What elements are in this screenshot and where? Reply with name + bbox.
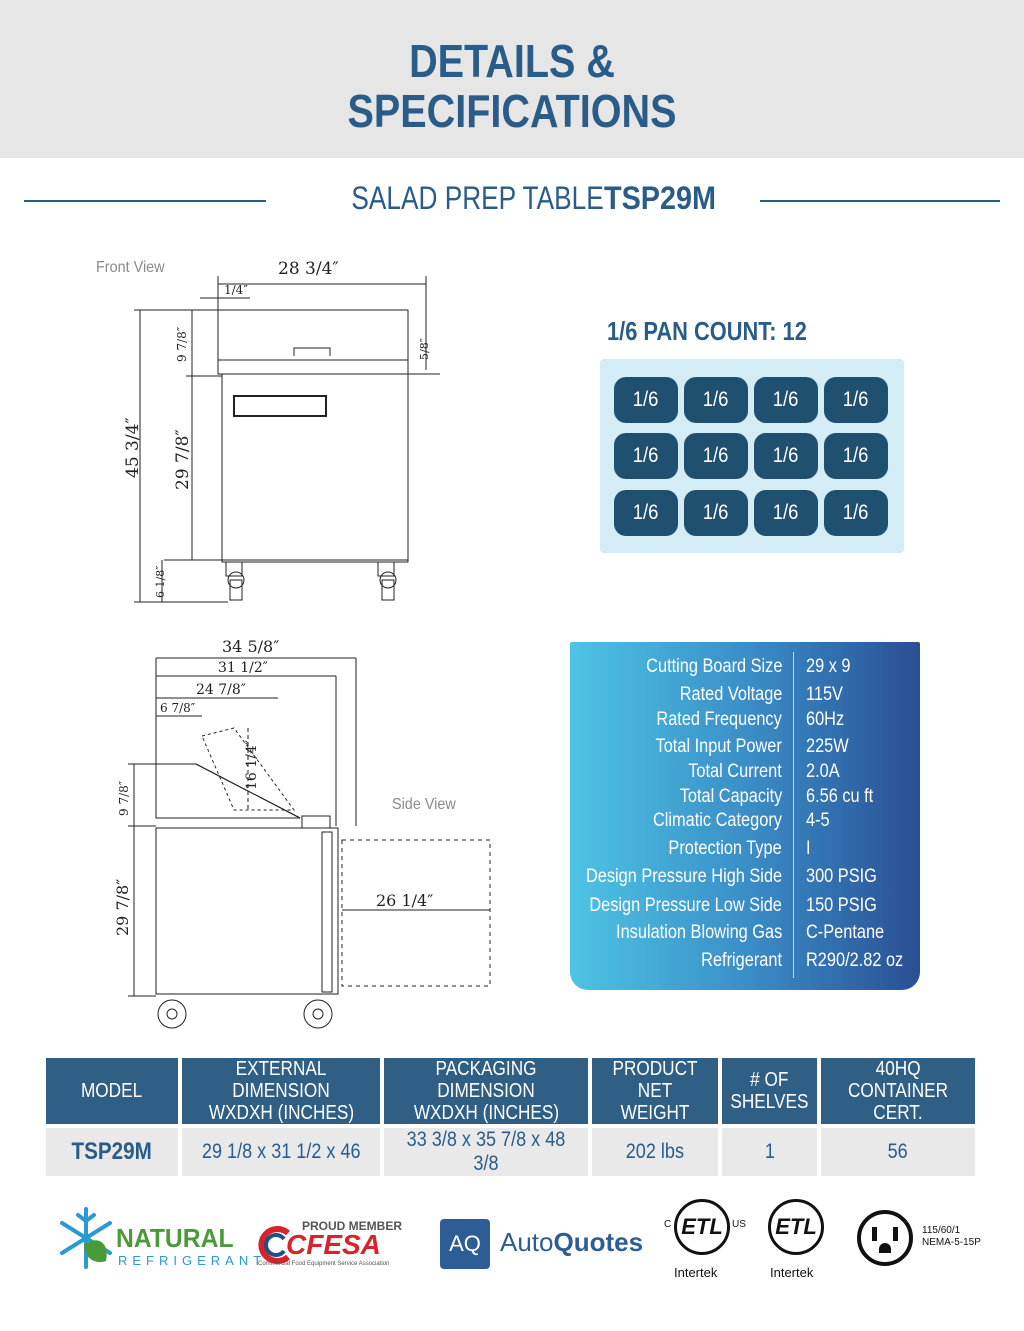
etl-c: C <box>664 1219 672 1230</box>
spec-label: Design Pressure Low Side <box>589 895 782 916</box>
cell-external-dimension: 29 1/8 x 31 1/2 x 46 <box>182 1124 380 1176</box>
header-title-line1: DETAILS & <box>409 35 615 87</box>
table-row <box>46 1124 975 1176</box>
spec-value: C-Pentane <box>806 922 885 943</box>
dim-depth-small: 6 7/8″ <box>160 701 196 715</box>
etl-sanitation-intertek-label: Intertek <box>770 1265 814 1280</box>
pan-slot: 1/6 <box>614 433 678 479</box>
spec-label: Refrigerant <box>701 950 782 971</box>
pan-slot: 1/6 <box>824 377 888 423</box>
cell-container-cert: 56 <box>821 1124 975 1176</box>
header-net-weight: PRODUCT NET WEIGHT <box>592 1058 718 1124</box>
spec-value: 4-5 <box>806 810 830 831</box>
spec-value: 115V <box>806 684 843 705</box>
spec-label: Protection Type <box>668 838 782 859</box>
spec-value: 60Hz <box>806 709 845 730</box>
pan-slot: 1/6 <box>614 490 678 536</box>
dim-edge: 1/4″ <box>224 283 248 297</box>
header-container-cert: 40HQ CONTAINER CERT. <box>821 1058 975 1124</box>
pan-slot: 1/6 <box>684 490 748 536</box>
pan-slot: 1/6 <box>684 377 748 423</box>
dim-total-height: 45 3/4″ <box>123 417 143 478</box>
refrigerant-text: REFRIGERANT <box>118 1253 267 1268</box>
pan-slot: 1/6 <box>754 490 818 536</box>
spec-row <box>570 810 920 836</box>
pan-count-title: 1/6 PAN COUNT: 12 <box>607 316 807 346</box>
dim-door-swing: 26 1/4″ <box>376 891 434 910</box>
pan-slot: 1/6 <box>614 377 678 423</box>
nema-plug-icon <box>856 1209 914 1267</box>
certification-logos <box>0 1195 1024 1295</box>
spec-value: 2.0A <box>806 761 840 782</box>
front-view-label: Front View <box>96 259 165 276</box>
side-view-drawing <box>110 636 502 1036</box>
aq-box: AQ <box>440 1219 490 1269</box>
spec-row <box>570 786 920 812</box>
product-title <box>0 180 1024 217</box>
dim-width: 28 3/4″ <box>278 259 339 279</box>
spec-label: Total Input Power <box>655 736 782 757</box>
pan-slot: 1/6 <box>824 433 888 479</box>
spec-value: 150 PSIG <box>806 895 877 916</box>
pan-grid <box>600 359 904 553</box>
spec-row <box>570 866 920 892</box>
dim-lip: 5/8″ <box>418 338 431 360</box>
nema-plug-logo <box>856 1209 1006 1269</box>
dim-top-height: 9 7/8″ <box>175 326 189 362</box>
spec-label: Total Capacity <box>679 786 782 807</box>
spec-value: R290/2.82 oz <box>806 950 904 971</box>
side-view-label: Side View <box>392 796 456 813</box>
autoquotes-logo <box>440 1219 652 1269</box>
model-spec-table <box>42 1058 979 1176</box>
spec-row <box>570 895 920 921</box>
spec-row <box>570 684 920 710</box>
header-model: MODEL <box>46 1058 178 1124</box>
etl-sanitation-icon: ETL <box>768 1199 824 1255</box>
etl-sanitation-logo <box>766 1199 836 1283</box>
cell-net-weight: 202 lbs <box>592 1124 718 1176</box>
dim-side-cabinet-height: 29 7/8″ <box>113 878 132 936</box>
cfesa-text: CFESA <box>286 1229 381 1260</box>
etl-icon: ETL <box>674 1199 730 1255</box>
spec-label: Insulation Blowing Gas <box>615 922 782 943</box>
cell-shelves: 1 <box>722 1124 817 1176</box>
pan-slot: 1/6 <box>684 433 748 479</box>
header-title-line2: SPECIFICATIONS <box>347 85 677 137</box>
spec-row <box>570 950 920 976</box>
pan-slot: 1/6 <box>824 490 888 536</box>
spec-row <box>570 656 920 682</box>
dim-side-top-height: 9 7/8″ <box>117 780 131 816</box>
etl-intertek-label: Intertek <box>674 1265 718 1280</box>
dim-depth-top: 24 7/8″ <box>196 682 247 698</box>
dim-lid-height: 16 1/4″ <box>244 739 260 790</box>
spec-label: Rated Frequency <box>656 709 782 730</box>
subtitle-row <box>0 180 1024 220</box>
product-type: SALAD PREP TABLE <box>351 180 604 216</box>
spec-row <box>570 736 920 762</box>
spec-row <box>570 761 920 787</box>
natural-refrigerant-logo <box>56 1205 267 1275</box>
page-header <box>0 0 1024 158</box>
spec-value: 6.56 cu ft <box>806 786 874 807</box>
pan-slot: 1/6 <box>754 377 818 423</box>
spec-row <box>570 838 920 864</box>
dim-leg-height: 6 1/8″ <box>154 565 167 598</box>
spec-row <box>570 922 920 948</box>
natural-text: NATURAL <box>116 1223 234 1253</box>
dim-depth-total: 34 5/8″ <box>222 637 280 656</box>
spec-label: Design Pressure High Side <box>585 866 782 887</box>
cell-packaging-dimension: 33 3/8 x 35 7/8 x 48 3/8 <box>384 1124 588 1176</box>
spec-label: Cutting Board Size <box>645 656 782 677</box>
etl-us: US <box>732 1219 746 1230</box>
spec-value: I <box>806 838 811 859</box>
spec-label: Climatic Category <box>653 810 782 831</box>
product-model: TSP29M <box>603 180 716 216</box>
cfesa-logo <box>256 1219 426 1271</box>
autoquotes-text: AutoQuotes <box>500 1227 644 1257</box>
front-view-drawing <box>110 250 440 610</box>
cell-model: TSP29M <box>46 1124 178 1176</box>
spec-value: 225W <box>806 736 849 757</box>
spec-label: Rated Voltage <box>679 684 782 705</box>
snowflake-icon <box>56 1205 116 1271</box>
specifications-panel <box>570 642 920 990</box>
nema-rating: 115/60/1 <box>922 1225 961 1236</box>
spec-value: 29 x 9 <box>806 656 851 677</box>
etl-listed-logo <box>664 1199 744 1283</box>
nema-type: NEMA-5-15P <box>922 1237 981 1248</box>
pan-slot: 1/6 <box>754 433 818 479</box>
cfesa-subtitle: Commercial Food Equipment Service Association <box>258 1261 390 1267</box>
dim-cabinet-height: 29 7/8″ <box>173 429 193 490</box>
spec-row <box>570 709 920 735</box>
spec-label: Total Current <box>688 761 782 782</box>
header-shelves: # OF SHELVES <box>722 1058 817 1124</box>
spec-value: 300 PSIG <box>806 866 877 887</box>
dim-depth-body: 31 1/2″ <box>218 660 269 676</box>
header-packaging-dimension: PACKAGING DIMENSION WXDXH (INCHES) <box>384 1058 588 1124</box>
header-external-dimension: EXTERNAL DIMENSION WXDXH (INCHES) <box>182 1058 380 1124</box>
cfesa-proud-member: PROUD MEMBER <box>302 1219 403 1233</box>
